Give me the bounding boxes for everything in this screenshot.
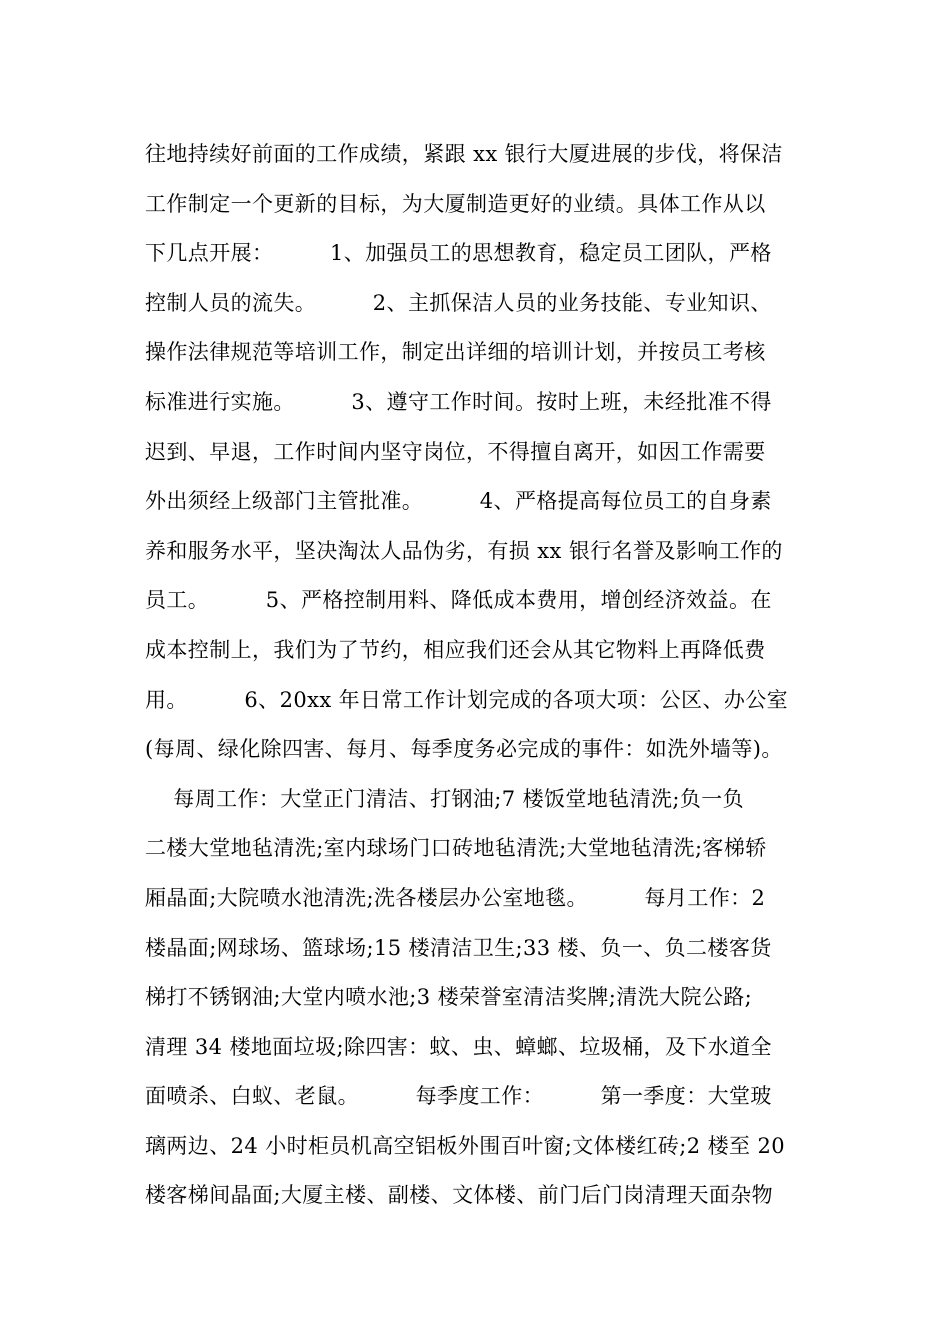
text-line: 养和服务水平，坚决淘汰人品伪劣，有损 xx 银行名誉及影响工作的 — [145, 538, 783, 563]
text-line: 成本控制上，我们为了节约，相应我们还会从其它物料上再降低费 — [145, 637, 766, 662]
text-line: 员工。 5、严格控制用料、降低成本费用，增创经济效益。在 — [145, 588, 772, 613]
text-line: 清理 34 楼地面垃圾;除四害：蚊、虫、蟑螂、垃圾桶，及下水道全 — [145, 1034, 772, 1059]
text-line: 楼晶面;网球场、篮球场;15 楼清洁卫生;33 楼、负一、负二楼客货 — [145, 935, 772, 960]
text-line: 二楼大堂地毡清洗;室内球场门口砖地毡清洗;大堂地毡清洗;客梯轿 — [145, 836, 767, 861]
text-line: 面喷杀、白蚁、老鼠。 每季度工作： 第一季度：大堂玻 — [145, 1084, 772, 1109]
text-line: 梯打不锈钢油;大堂内喷水池;3 楼荣誉室清洁奖牌;清洗大院公路; — [145, 985, 753, 1010]
text-line: 楼客梯间晶面;大厦主楼、副楼、文体楼、前门后门岗清理天面杂物 — [145, 1183, 774, 1208]
text-line: 往地持续好前面的工作成绩，紧跟 xx 银行大厦进展的步伐，将保洁 — [145, 142, 783, 166]
text-line: 标准进行实施。 3、遵守工作时间。按时上班，未经批准不得 — [145, 389, 772, 414]
text-line: 每周工作：大堂正门清洁、打钢油;7 楼饭堂地毡清洗;负一负 — [145, 786, 745, 811]
text-line: 工作制定一个更新的目标，为大厦制造更好的业绩。具体工作从以 — [145, 191, 766, 216]
text-line: 璃两边、24 小时柜员机高空铝板外围百叶窗;文体楼红砖;2 楼至 20 — [145, 1133, 785, 1158]
body-text — [145, 130, 865, 1221]
text-line: 外出须经上级部门主管批准。 4、严格提高每位员工的自身素 — [145, 489, 772, 514]
text-line: 用。 6、20xx 年日常工作计划完成的各项大项：公区、办公室 — [145, 687, 789, 712]
text-line: 厢晶面;大院喷水池清洗;洗各楼层办公室地毯。 每月工作：2 — [145, 885, 766, 910]
text-line: 操作法律规范等培训工作，制定出详细的培训计划，并按员工考核 — [145, 340, 766, 365]
text-line: 迟到、早退，工作时间内坚守岗位，不得擅自离开，如因工作需要 — [145, 439, 766, 464]
text-line: (每周、绿化除四害、每月、每季度务必完成的事件：如洗外墙等)。 — [145, 737, 783, 762]
text-line: 控制人员的流失。 2、主抓保洁人员的业务技能、专业知识、 — [145, 290, 772, 315]
text-line: 下几点开展： 1、加强员工的思想教育，稳定员工团队，严格 — [145, 241, 772, 266]
